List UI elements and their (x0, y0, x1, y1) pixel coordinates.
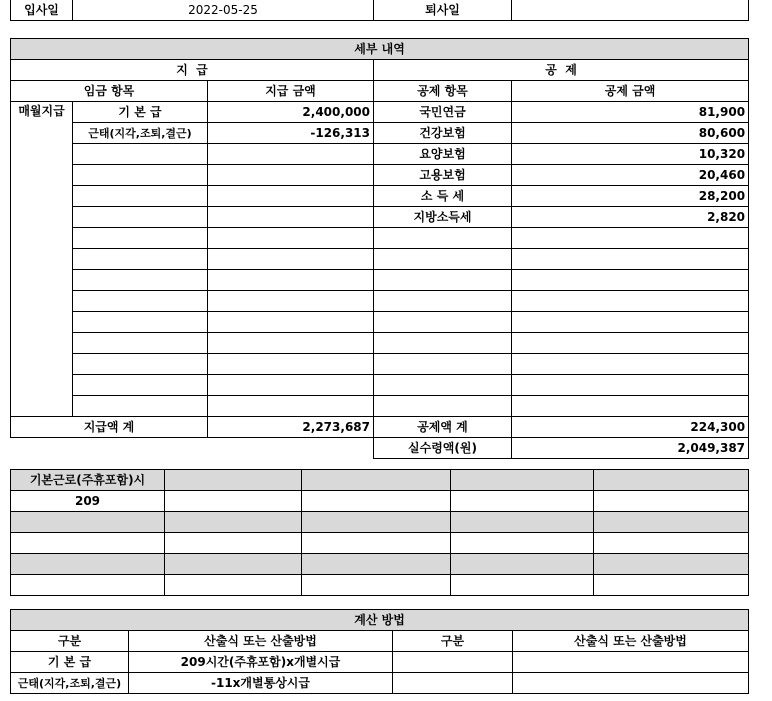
pay-item-amount[interactable] (208, 291, 374, 312)
pay-item-name[interactable]: 기 본 급 (73, 102, 208, 123)
pay-item-amount[interactable] (208, 354, 374, 375)
base-hours-value[interactable]: 209 (11, 491, 165, 512)
hours-cell[interactable] (594, 554, 749, 575)
hours-cell[interactable] (451, 470, 594, 491)
pay-item-name[interactable] (73, 375, 208, 396)
calc-table (10, 609, 749, 694)
deduct-total-value: 224,300 (512, 417, 749, 438)
calc-kind-2[interactable] (393, 652, 513, 673)
hours-cell[interactable] (165, 533, 302, 554)
calc-formula-2[interactable] (513, 673, 749, 694)
hours-cell[interactable] (165, 491, 302, 512)
pay-item-amount[interactable] (208, 165, 374, 186)
pay-item-amount[interactable] (208, 375, 374, 396)
net-pay-value: 2,049,387 (512, 438, 749, 459)
hours-cell[interactable] (594, 575, 749, 596)
deduct-item-name[interactable]: 국민연금 (374, 102, 512, 123)
deduct-item-amount[interactable]: 10,320 (512, 144, 749, 165)
hire-table (10, 0, 749, 21)
hours-cell[interactable] (594, 512, 749, 533)
deduct-item-name[interactable] (374, 354, 512, 375)
pay-total-value: 2,273,687 (208, 417, 374, 438)
net-pay-label: 실수령액(원) (374, 438, 512, 459)
hours-cell[interactable] (451, 491, 594, 512)
pay-item-amount[interactable] (208, 312, 374, 333)
deduct-total-label: 공제액 계 (374, 417, 512, 438)
pay-item-name[interactable] (73, 291, 208, 312)
pay-item-name[interactable] (73, 144, 208, 165)
hours-cell[interactable] (302, 533, 451, 554)
calc-section-title: 계산 방법 (11, 610, 749, 631)
deduct-item-amount[interactable] (512, 396, 749, 417)
deduct-item-amount[interactable] (512, 249, 749, 270)
deduct-item-name[interactable] (374, 375, 512, 396)
hours-cell[interactable] (302, 575, 451, 596)
pay-item-name[interactable] (73, 186, 208, 207)
deduct-item-amount[interactable] (512, 375, 749, 396)
deduct-item-name[interactable] (374, 228, 512, 249)
deduct-item-amount[interactable] (512, 354, 749, 375)
deduct-item-amount[interactable]: 20,460 (512, 165, 749, 186)
pay-item-name[interactable] (73, 207, 208, 228)
deduct-item-amount[interactable] (512, 312, 749, 333)
hours-cell[interactable] (594, 533, 749, 554)
calc-formula[interactable]: -11x개별통상시급 (129, 673, 393, 694)
pay-item-name[interactable] (73, 333, 208, 354)
pay-item-amount[interactable] (208, 270, 374, 291)
deduct-item-amount[interactable] (512, 228, 749, 249)
deduct-item-amount[interactable] (512, 270, 749, 291)
pay-item-name[interactable] (73, 354, 208, 375)
pay-item-amount[interactable] (208, 249, 374, 270)
deduct-item-name[interactable]: 소 득 세 (374, 186, 512, 207)
pay-item-amount[interactable] (208, 396, 374, 417)
deduct-item-name[interactable] (374, 270, 512, 291)
hours-table (10, 469, 749, 596)
deduct-item-name[interactable] (374, 249, 512, 270)
resign-date-value[interactable] (512, 0, 749, 21)
pay-amount-header: 지급 금액 (208, 81, 374, 102)
pay-item-amount[interactable] (208, 333, 374, 354)
hours-cell[interactable] (594, 470, 749, 491)
deduct-item-amount[interactable]: 2,820 (512, 207, 749, 228)
pay-item-name[interactable] (73, 249, 208, 270)
pay-section-title: 지 급 (11, 60, 374, 81)
hire-date-value[interactable]: 2022-05-25 (73, 0, 374, 21)
hours-cell[interactable] (302, 554, 451, 575)
deduct-item-amount[interactable]: 80,600 (512, 123, 749, 144)
deduct-item-name[interactable] (374, 396, 512, 417)
resign-date-label: 퇴사일 (374, 0, 512, 21)
deduct-item-header: 공제 항목 (374, 81, 512, 102)
pay-item-name[interactable] (73, 312, 208, 333)
deduct-section-title: 공 제 (374, 60, 749, 81)
deduct-item-amount[interactable] (512, 291, 749, 312)
hours-cell[interactable] (302, 470, 451, 491)
pay-item-amount[interactable] (208, 207, 374, 228)
deduct-item-amount[interactable]: 81,900 (512, 102, 749, 123)
hours-cell[interactable] (11, 554, 165, 575)
hire-date-label: 입사일 (11, 0, 73, 21)
hours-cell[interactable] (451, 575, 594, 596)
detail-table (10, 38, 749, 459)
deduct-item-amount[interactable]: 28,200 (512, 186, 749, 207)
hours-cell[interactable] (165, 470, 302, 491)
deduct-item-name[interactable] (374, 291, 512, 312)
detail-section-title: 세부 내역 (11, 39, 749, 60)
pay-item-name[interactable] (73, 228, 208, 249)
pay-item-amount[interactable]: -126,313 (208, 123, 374, 144)
deduct-item-amount[interactable] (512, 333, 749, 354)
hours-cell[interactable] (165, 554, 302, 575)
base-hours-label: 기본근로(주휴포함)시 (11, 470, 165, 491)
calc-kind[interactable]: 기 본 급 (11, 652, 129, 673)
hours-cell[interactable] (302, 491, 451, 512)
deduct-amount-header: 공제 금액 (512, 81, 749, 102)
pay-item-amount[interactable]: 2,400,000 (208, 102, 374, 123)
hours-cell[interactable] (302, 512, 451, 533)
hours-cell[interactable] (594, 491, 749, 512)
hours-cell[interactable] (451, 554, 594, 575)
pay-item-amount[interactable] (208, 186, 374, 207)
deduct-item-name[interactable]: 지방소득세 (374, 207, 512, 228)
pay-item-amount[interactable] (208, 144, 374, 165)
hours-cell[interactable] (11, 575, 165, 596)
pay-item-header: 임금 항목 (11, 81, 208, 102)
calc-formula[interactable]: 209시간(주휴포함)x개별시급 (129, 652, 393, 673)
calc-kind[interactable]: 근태(지각,조퇴,결근) (11, 673, 129, 694)
monthly-pay-label: 매월지급 (11, 102, 73, 417)
deduct-item-name[interactable]: 고용보험 (374, 165, 512, 186)
pay-item-name[interactable] (73, 270, 208, 291)
hours-cell[interactable] (11, 533, 165, 554)
calc-formula-header-2: 산출식 또는 산출방법 (513, 631, 749, 652)
pay-total-label: 지급액 계 (11, 417, 208, 438)
deduct-item-name[interactable]: 건강보험 (374, 123, 512, 144)
hours-cell[interactable] (451, 533, 594, 554)
calc-formula-header: 산출식 또는 산출방법 (129, 631, 393, 652)
pay-item-name[interactable]: 근태(지각,조퇴,결근) (73, 123, 208, 144)
calc-kind-header: 구분 (11, 631, 129, 652)
hours-cell[interactable] (165, 575, 302, 596)
pay-item-amount[interactable] (208, 228, 374, 249)
pay-item-name[interactable] (73, 396, 208, 417)
hours-cell[interactable] (165, 512, 302, 533)
hours-cell[interactable] (451, 512, 594, 533)
calc-kind-2[interactable] (393, 673, 513, 694)
calc-formula-2[interactable] (513, 652, 749, 673)
pay-item-name[interactable] (73, 165, 208, 186)
calc-kind-header-2: 구분 (393, 631, 513, 652)
deduct-item-name[interactable] (374, 312, 512, 333)
deduct-item-name[interactable]: 요양보험 (374, 144, 512, 165)
deduct-item-name[interactable] (374, 333, 512, 354)
net-pay-blank (11, 438, 374, 459)
hours-cell[interactable] (11, 512, 165, 533)
